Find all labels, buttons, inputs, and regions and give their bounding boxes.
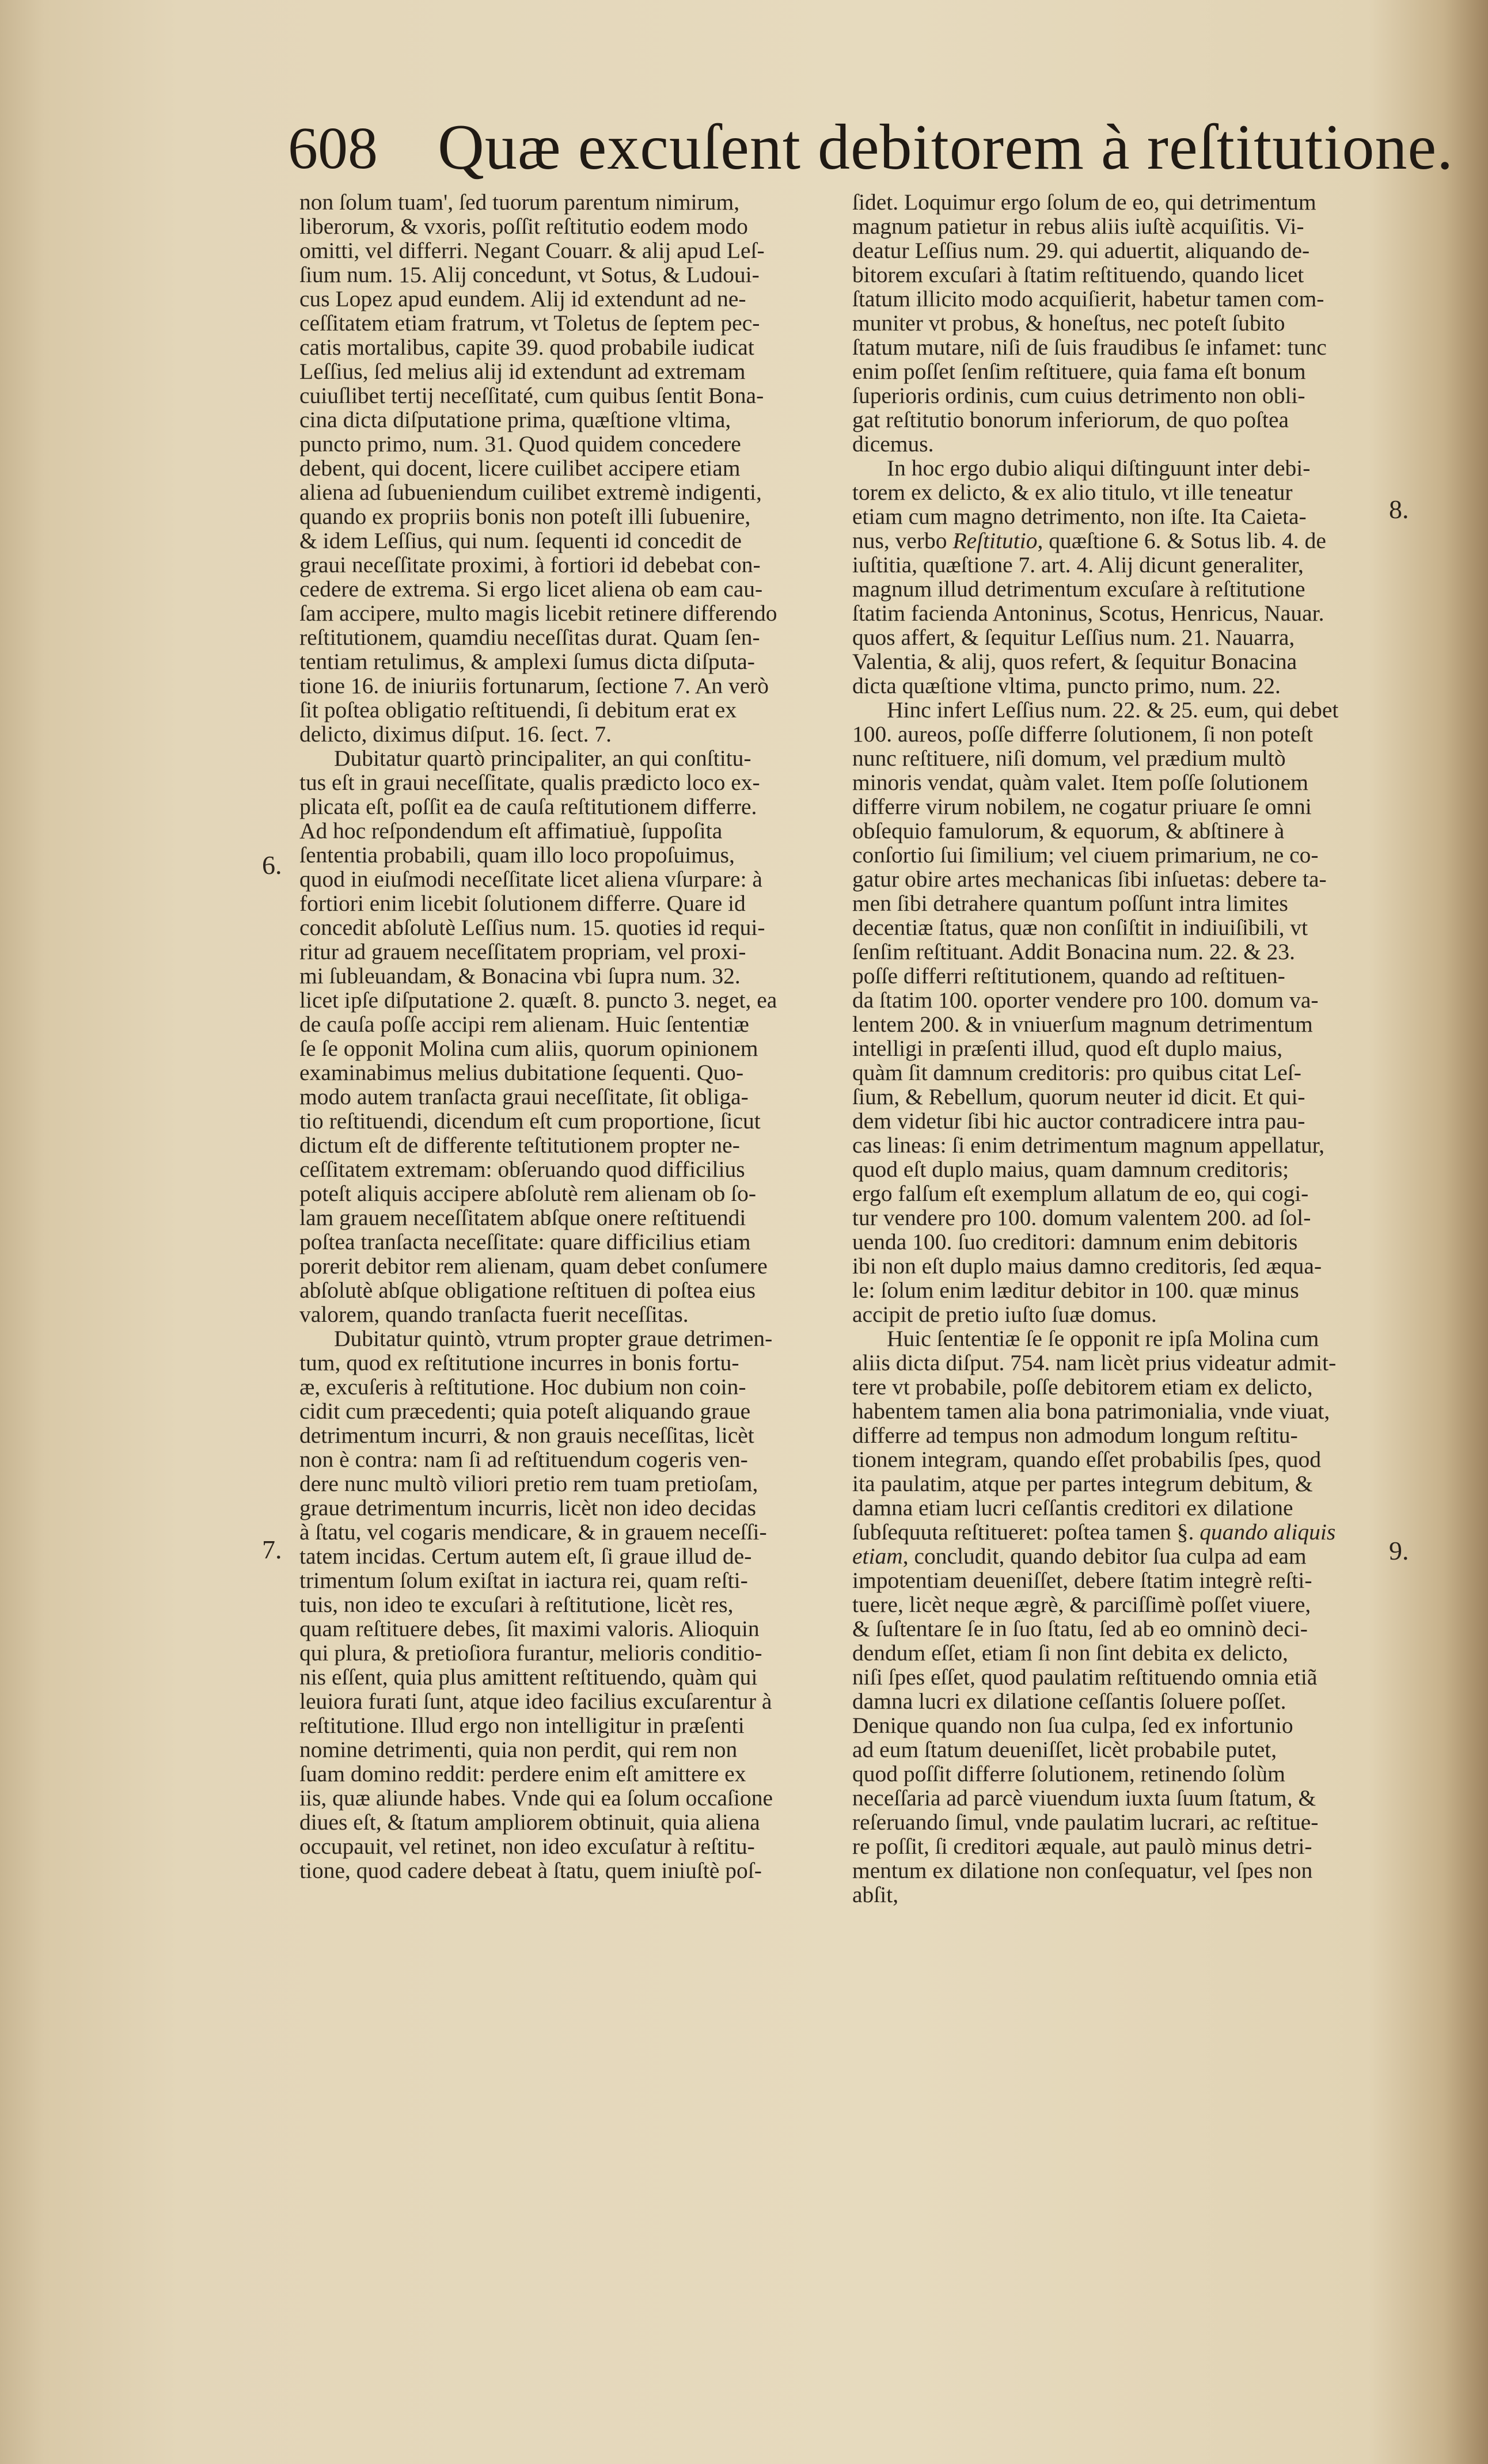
running-title: Quæ excuſent debitorem à reſtitutione. bbox=[438, 112, 1454, 183]
left-paragraph-3: Dubitatur quintò, vtrum propter graue detrimen- tum, quod ex reſtitutione incurres in bonis fortu- æ, excuſeris à reſtitutione. Hoc dubium non coin- cidit cum præcedenti; quia poteſt aliquando graue detrimentum incurri, & non grauis neceſſitas, licèt non è contra: nam ſi ad reſtituendum cogeris ven- dere nunc multò viliori pretio rem tuam pretioſam, graue detrimentum incurris, licèt non ideo decidas à ſtatu, vel cogaris mendicare, & in grauem neceſſi- tatem incidas. Certum autem eſt, ſi graue illud de- trimentum ſolum exiſtat in iactura rei, quam reſti- tuis, non ideo te excuſari à reſtitutione, licèt res, quam reſtituere debes, ſit maximi valoris. Alioquin qui plura, & pretioſiora furantur, melioris conditio- nis eſſent, quia plus amittent reſtituendo, quàm qui leuiora furati ſunt, atque ideo facilius excuſarentur à reſtitutione. Illud ergo non intelligitur in præſenti nomine detrimenti, quia non perdit, qui rem non ſuam domino reddit: perdere enim eſt amittere ex iis, quæ aliunde habes. Vnde qui ea ſolum occaſione diues eſt, & ſtatum ampliorem obtinuit, quia aliena occupauit, vel retinet, non ideo excuſatur à reſtitu- tione, quod cadere debeat à ſtatu, quem iniuſtè poſ- bbox=[299, 1326, 773, 1883]
page-header bbox=[288, 112, 1454, 190]
right-paragraph-4-text: Huic ſententiæ ſe ſe opponit re ipſa Molina cum aliis dicta diſput. 754. nam licèt prius videatur admit- tere vt probabile, poſſe debitorem etiam ex delicto, habentem tamen alia bona patrimonialia, vnde viuat, differre ad tempus non admodum longum reſtitu- tionem integram, quando eſſet probabilis ſpes, quod ita paulatim, atque per partes integrum debitum, & damna etiam lucri ceſſantis creditori ex dilatione ſubſequuta reſtitueret: poſtea tamen §. bbox=[852, 1326, 1337, 1545]
page-number: 608 bbox=[288, 115, 378, 181]
right-paragraph-4-italic: quando aliquis etiam bbox=[852, 1519, 1336, 1569]
right-paragraph-1: ſidet. Loquimur ergo ſolum de eo, qui detrimentum magnum patietur in rebus aliis iuſtè acquiſitis. Vi- deatur Leſſius num. 29. qui aduertit, aliquando de- bitorem excuſari à ſtatim reſtituendo, quando licet ſtatum illicito modo acquiſierit, habetur tamen com- muniter vt probus, & honeſtus, nec poteſt ſubito ſtatum mutare, niſi de ſuis fraudibus ſe infamet: tunc enim poſſet ſenſim reſtituere, quia fama eſt bonum ſuperioris ordinis, cum cuius detrimento non obli- gat reſtitutio bonorum inferiorum, de quo poſtea dicemus. bbox=[852, 189, 1327, 457]
left-paragraph-1: non ſolum tuam', ſed tuorum parentum nimirum, liberorum, & vxoris, poſſit reſtitutio eodem modo omitti, vel differri. Negant Couarr. & alij apud Leſ- ſium num. 15. Alij concedunt, vt Sotus, & Ludoui- cus Lopez apud eundem. Alij id extendunt ad ne- ceſſitatem etiam fratrum, vt Toletus de ſeptem pec- catis mortalibus, capite 39. quod probabile iudicat Leſſius, ſed melius alij id extendunt ad extremam cuiuſlibet tertij neceſſitaté, cum quibus ſentit Bona- cina dicta diſputatione prima, quæſtione vltima, puncto primo, num. 31. Quod quidem concedere debent, qui docent, licere cuilibet accipere etiam aliena ad ſubueniendum cuilibet extremè indigenti, quando ex propriis bonis non poteſt illi ſubuenire, & idem Leſſius, qui num. ſequenti id concedit de graui neceſſitate proximi, à fortiori id debebat con- cedere de extrema. Si ergo licet aliena ob eam cau- ſam accipere, multo magis licebit retinere differendo reſtitutionem, quamdiu neceſſitas durat. Quam ſen- tentiam retulimus, & amplexi ſumus dicta diſputa- tione 16. de iniuriis fortunarum, ſectione 7. An verò ſit poſtea obligatio reſtituendi, ſi debitum erat ex delicto, diximus diſput. 16. ſect. 7. bbox=[299, 189, 777, 747]
margin-number-9: 9. bbox=[1389, 1536, 1409, 1565]
right-paragraph-2 bbox=[852, 456, 1417, 698]
right-paragraph-2-text: In hoc ergo dubio aliqui diſtinguunt inter debi- torem ex delicto, & ex alio titulo, vt ille teneatur etiam cum magno detrimento, non iſte. Ita Caieta- nus, verbo bbox=[852, 455, 1311, 553]
right-text-column bbox=[852, 190, 1417, 1907]
margin-number-6: 6. bbox=[262, 850, 282, 880]
margin-number-8: 8. bbox=[1389, 495, 1409, 524]
margin-number-7: 7. bbox=[262, 1535, 282, 1564]
right-paragraph-2-italic: Reſtitutio bbox=[952, 528, 1038, 553]
right-paragraph-3: Hinc infert Leſſius num. 22. & 25. eum, qui debet 100. aureos, poſſe differre ſolutionem, ſi non poteſt nunc reſtituere, niſi domum, vel prædium multò minoris vendat, quàm valet. Item poſſe ſolutionem differre virum nobilem, ne cogatur priuare ſe omni obſequio famulorum, & equorum, & abſtinere à conſortio ſui ſimilium; vel ciuem primarium, ne co- gatur obire artes mechanicas ſibi inſuetas: debere ta- men ſibi detrahere quantum poſſunt intra limites decentiæ ſtatus, quæ non conſiſtit in indiuiſibili, vt ſenſim reſtituant. Addit Bonacina num. 22. & 23. poſſe differri reſtitutionem, quando ad reſtituen- da ſtatim 100. oporter vendere pro 100. domum va- lentem 200. & in vniuerſum magnum detrimentum intelligi in præſenti illud, quod eſt duplo maius, quàm ſit damnum creditoris: pro quibus citat Leſ- ſium, & Rebellum, quorum neuter id dicit. Et qui- dem videtur ſibi hic auctor contradicere intra pau- cas lineas: ſi enim detrimentum magnum appellatur, quod eſt duplo maius, quam damnum creditoris; ergo falſum eſt exemplum allatum de eo, qui cogi- tur vendere pro 100. domum valentem 200. ad ſol- uenda 100. ſuo creditori: damnum enim debitoris ibi non eſt duplo maius damno creditoris, ſed æqua- le: ſolum enim læditur debitor in 100. quæ minus accipit de pretio iuſto ſuæ domus. bbox=[852, 697, 1339, 1327]
right-paragraph-2-rest: , quæſtione 6. & Sotus lib. 4. de iuſtitia, quæſtione 7. art. 4. Alij dicunt generaliter, magnum illud detrimentum excuſare à reſtitutione ſtatim facienda Antoninus, Scotus, Henricus, Nauar. quos affert, & ſequitur Leſſius num. 21. Nauarra, Valentia, & alij, quos refert, & ſequitur Bonacina dicta quæſtione vltima, puncto primo, num. 22. bbox=[852, 528, 1326, 698]
left-paragraph-2: Dubitatur quartò principaliter, an qui conſtitu- tus eſt in graui neceſſitate, qualis prædicto loco ex- plicata eſt, poſſit ea de cauſa reſtitutionem differre. Ad hoc reſpondendum eſt affimatiuè, ſuppoſita ſententia probabili, quam illo loco propoſuimus, quod in eiuſmodi neceſſitate licet aliena vſurpare: à fortiori enim licebit ſolutionem differre. Quare id concedit abſolutè Leſſius num. 15. quoties id requi- ritur ad grauem neceſſitatem propriam, vel proxi- mi ſubleuandam, & Bonacina vbi ſupra num. 32. licet ipſe diſputatione 2. quæſt. 8. puncto 3. neget, ea de cauſa poſſe accipi rem alienam. Huic ſententiæ ſe ſe opponit Molina cum aliis, quorum opinionem examinabimus melius dubitatione ſequenti. Quo- modo autem tranſacta graui neceſſitate, ſit obliga- tio reſtituendi, dicendum eſt cum proportione, ſicut dictum eſt de differente teſtitutionem propter ne- ceſſitatem extremam: obſeruando quod difficilius poteſt aliquis accipere abſolutè rem alienam ob ſo- lam grauem neceſſitatem abſque onere reſtituendi poſtea tranſacta neceſſitate: quare difficilius etiam porerit debitor rem alienam, quam debet conſumere abſolutè abſque obligatione reſtituen di poſtea eius valorem, quando tranſacta fuerit neceſſitas. bbox=[299, 746, 777, 1327]
left-text-column bbox=[299, 190, 864, 1883]
right-paragraph-4 bbox=[852, 1326, 1417, 1907]
right-paragraph-4-rest: , concludit, quando debitor ſua culpa ad eam impotentiam deueniſſet, debere ſtatim integrè reſti- tuere, licèt neque ægrè, & parciſſimè poſſet viuere, & ſuſtentare ſe in ſuo ſtatu, ſed ab eo omninò deci- dendum eſſet, etiam ſi non ſint debita ex delicto, niſi ſpes eſſet, quod paulatim reſtituendo omnia etiã damna lucri ex dilatione ceſſantis ſoluere poſſet. Denique quando non ſua culpa, ſed ex infortunio ad eum ſtatum deueniſſet, licèt probabile putet, quod poſſit differre ſolutionem, retinendo ſolùm neceſſaria ad parcè viuendum iuxta ſuum ſtatum, & reſeruando ſimul, vnde paulatim lucrari, ac reſtitue- re poſſit, ſi creditori æquale, aut paulò minus detri- mentum ex dilatione non conſequatur, vel ſpes non abſit, bbox=[852, 1543, 1319, 1907]
